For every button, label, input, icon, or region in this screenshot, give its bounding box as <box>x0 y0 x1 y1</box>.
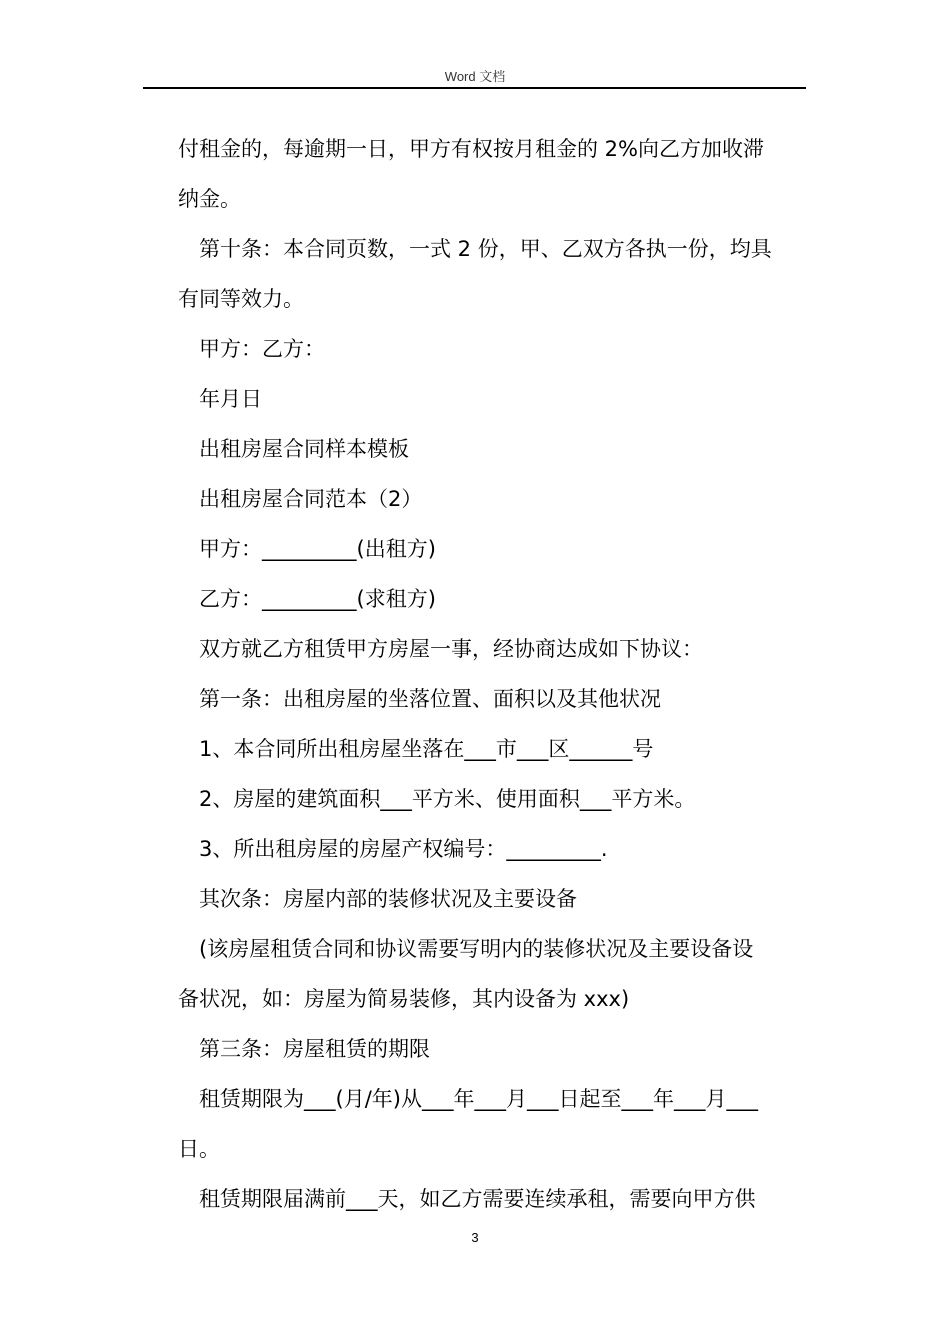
paragraph-line: 1、本合同所出租房屋坐落在___市___区______号 <box>199 737 654 761</box>
paragraph-line: 其次条：房屋内部的装修状况及主要设备 <box>199 887 577 911</box>
paragraph-line: 乙方：_________(求租方) <box>199 587 436 611</box>
document-body <box>178 124 810 1224</box>
paragraph-line: 有同等效力。 <box>178 287 304 311</box>
header-divider <box>143 87 806 89</box>
paragraph-line: 备状况，如：房屋为简易装修，其内设备为 xxx) <box>178 987 630 1011</box>
paragraph-line: 2、房屋的建筑面积___平方米、使用面积___平方米。 <box>199 787 696 811</box>
paragraph-line: 3、所出租房屋的房屋产权编号：_________. <box>199 837 608 861</box>
paragraph-line: 第一条：出租房屋的坐落位置、面积以及其他状况 <box>199 687 661 711</box>
paragraph-line: 甲方：_________(出租方) <box>199 537 436 561</box>
paragraph-line: 年月日 <box>199 387 262 411</box>
paragraph-line: 租赁期限届满前___天，如乙方需要连续承租，需要向甲方供 <box>199 1187 756 1211</box>
paragraph-line: 出租房屋合同范本（2） <box>199 487 423 511</box>
page-header: Word 文档 <box>444 69 506 84</box>
paragraph-line: 第三条：房屋租赁的期限 <box>199 1037 430 1061</box>
paragraph-line: 租赁期限为___(月/年)从___年___月___日起至___年___月___ <box>199 1087 758 1111</box>
paragraph-line: 日。 <box>178 1137 220 1161</box>
paragraph-line: 第十条：本合同页数，一式 2 份，甲、乙双方各执一份，均具 <box>199 237 772 261</box>
paragraph-line: 出租房屋合同样本模板 <box>199 437 409 461</box>
paragraph-line: 付租金的，每逾期一日，甲方有权按月租金的 2%向乙方加收滞 <box>178 137 764 161</box>
paragraph-line: 纳金。 <box>178 187 241 211</box>
paragraph-line: 双方就乙方租赁甲方房屋一事，经协商达成如下协议： <box>199 637 703 661</box>
page-number: 3 <box>471 1230 479 1245</box>
paragraph-line: 甲方：乙方： <box>199 337 325 361</box>
paragraph-line: (该房屋租赁合同和协议需要写明内的装修状况及主要设备设 <box>199 937 754 961</box>
